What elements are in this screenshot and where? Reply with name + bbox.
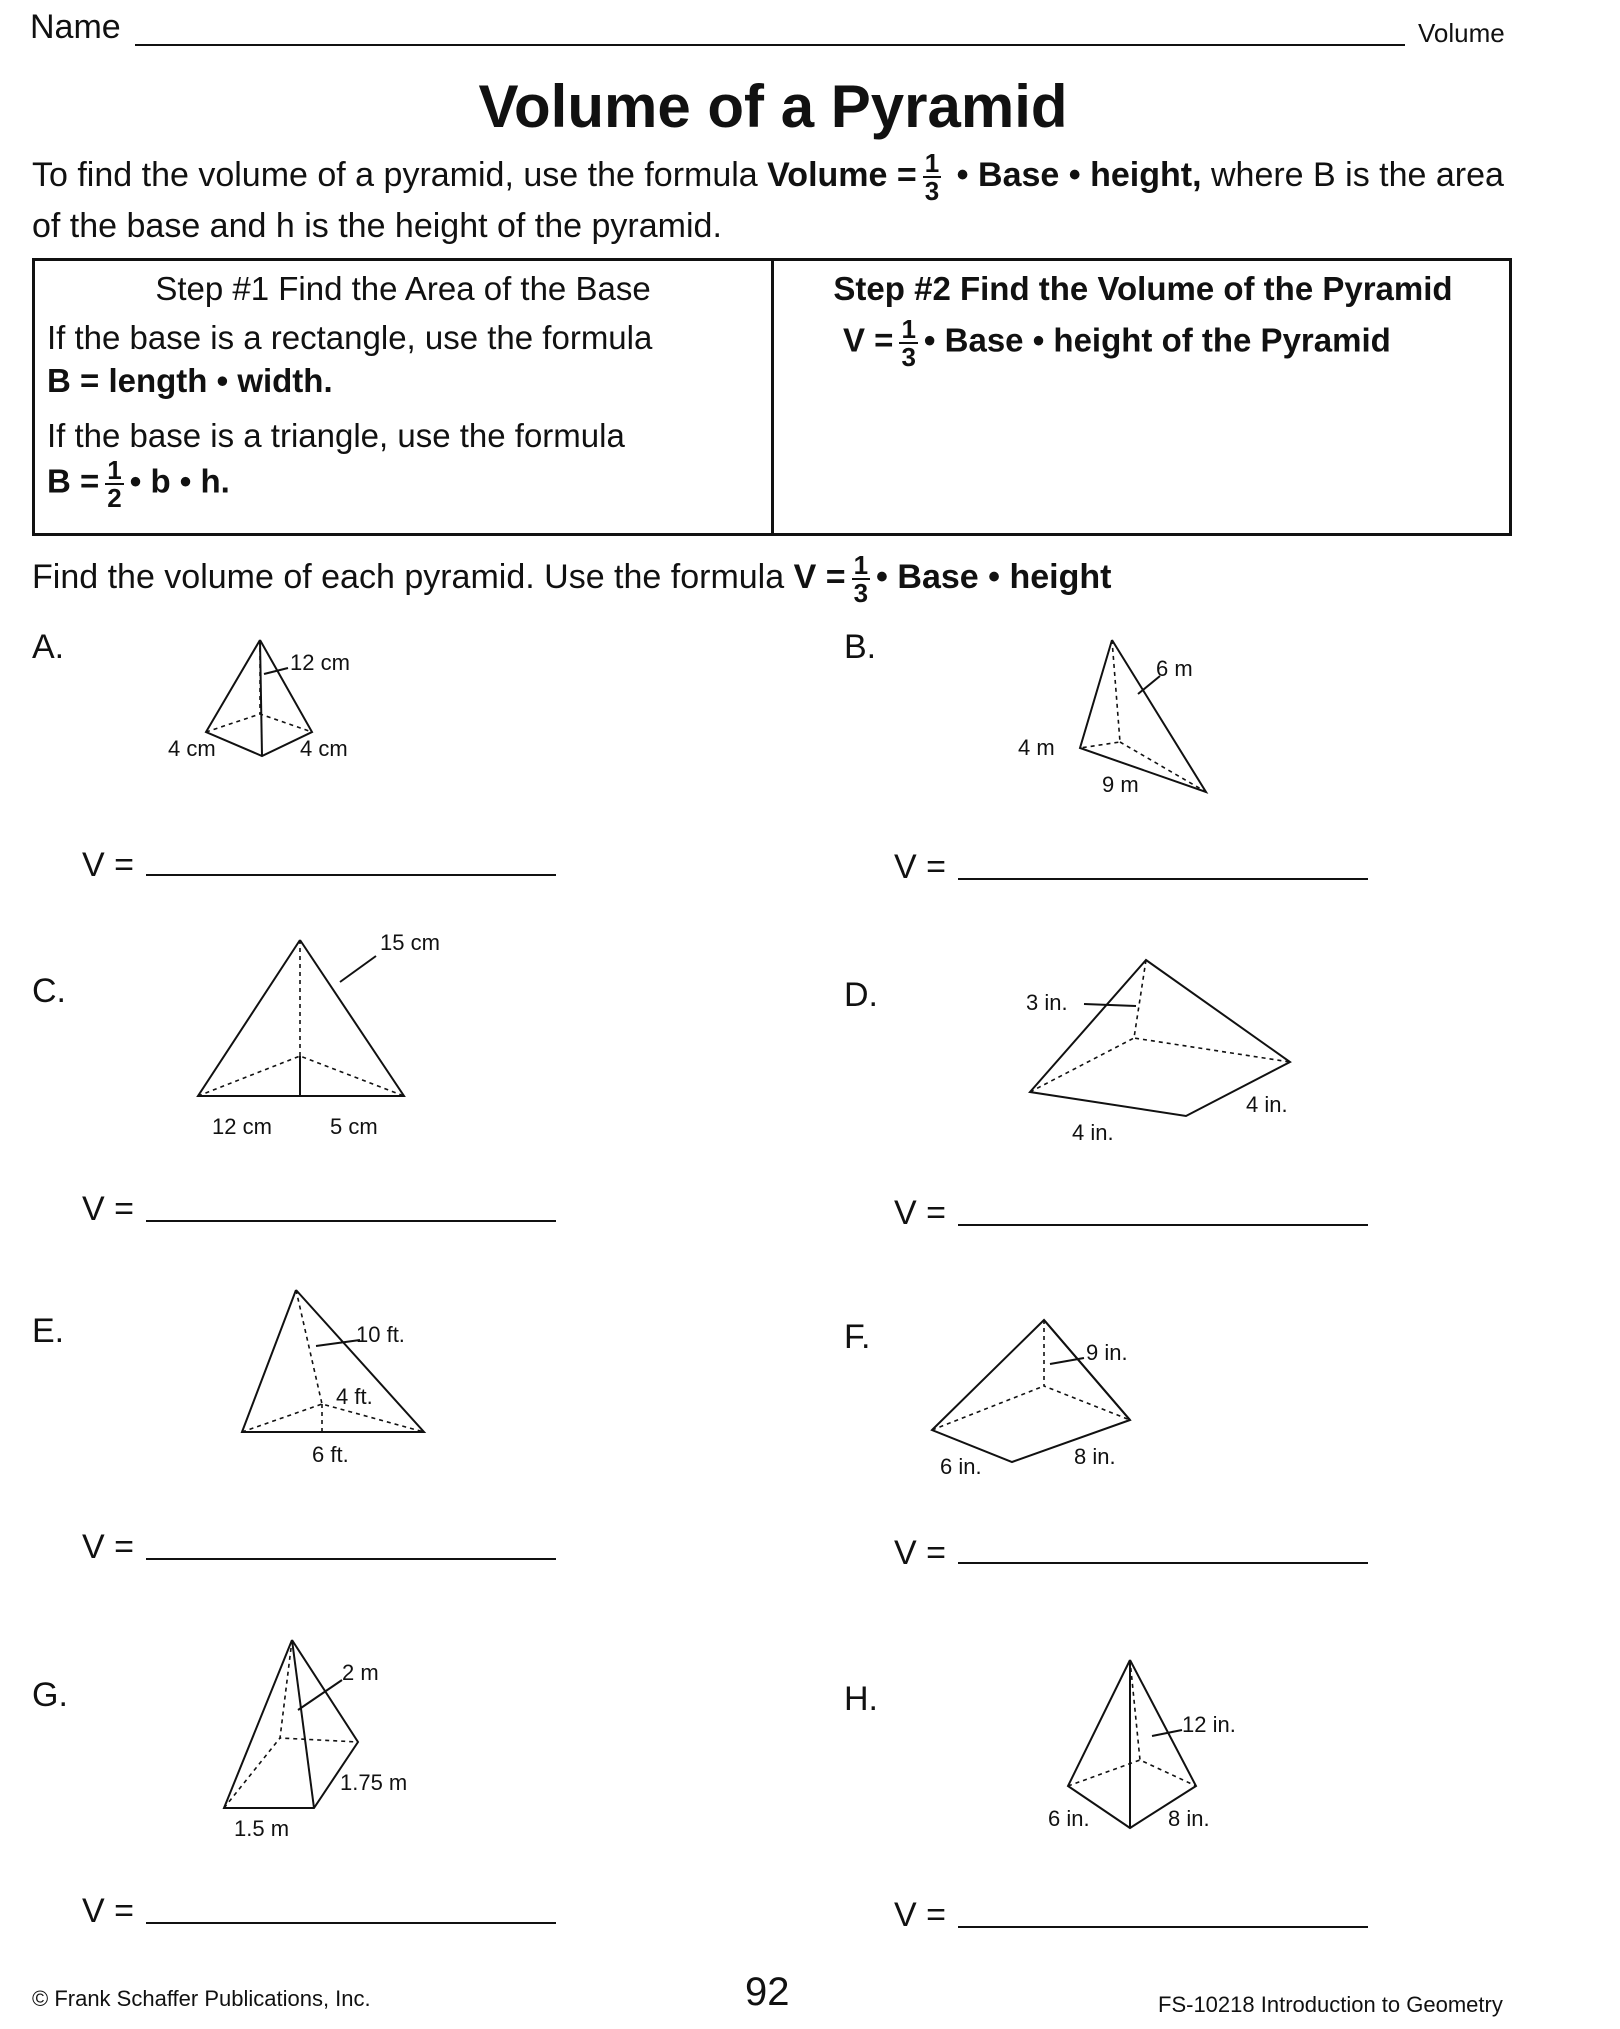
tri-text: If the base is a triangle, use the formula — [47, 417, 625, 454]
topic-label: Volume — [1418, 18, 1505, 48]
instructions-frac-num: 1 — [853, 550, 869, 580]
page-number: 92 — [745, 1970, 790, 2014]
pyramid-c-figure — [180, 920, 500, 1150]
pyramid-e-base: 6 ft. — [312, 1442, 349, 1467]
pyramid-g-hidden-base — [224, 1738, 280, 1808]
rect-rule — [47, 316, 759, 402]
answer-g-label: V = — [82, 1892, 134, 1930]
name-field-line[interactable] — [135, 44, 1405, 46]
answer-h-line[interactable] — [958, 1926, 1368, 1928]
instructions — [32, 552, 1111, 606]
pyramid-a-figure — [160, 630, 400, 770]
pyramid-e-height: 10 ft. — [356, 1322, 405, 1347]
step2-lead: V = — [843, 321, 894, 359]
pyramid-a-height: 12 cm — [290, 650, 350, 675]
pyramid-g-hidden-edges — [280, 1640, 358, 1742]
pyramid-e-height-line — [296, 1290, 322, 1404]
answer-g-line[interactable] — [146, 1922, 556, 1924]
pyramid-h-side2: 8 in. — [1168, 1806, 1210, 1831]
answer-d-line[interactable] — [958, 1224, 1368, 1226]
pyramid-b-hidden-height — [1080, 640, 1120, 748]
intro-fraction — [923, 150, 941, 204]
page-title: Volume of a Pyramid — [478, 73, 1068, 140]
intro-text-2: where B is the area of the base and h is the height of the pyramid. — [32, 155, 1504, 245]
pyramid-f-edge — [1044, 1320, 1130, 1420]
step1-title: Step #1 Find the Area of the Base — [155, 270, 651, 307]
problem-d-label: D. — [844, 976, 878, 1014]
rect-text: If the base is a rectangle, use the formula — [47, 319, 653, 356]
step2-formula — [843, 316, 1499, 370]
pyramid-d-arrow — [1084, 1004, 1136, 1006]
pyramid-g-side1: 1.75 m — [340, 1770, 408, 1795]
pyramid-f-height: 9 in. — [1086, 1340, 1128, 1365]
pyramid-a-hidden-base — [206, 714, 312, 732]
pyramid-f-figure — [920, 1310, 1240, 1490]
pyramid-e-arrow — [316, 1340, 360, 1346]
pyramid-g-figure — [210, 1630, 450, 1850]
pyramid-e-tri-height: 4 ft. — [336, 1384, 373, 1409]
steps-divider — [771, 261, 774, 533]
instructions-frac-den: 3 — [853, 578, 869, 608]
step2-frac-den: 3 — [901, 342, 916, 372]
answer-b-label: V = — [894, 848, 946, 886]
answer-d-label: V = — [894, 1194, 946, 1232]
pyramid-f-side2: 8 in. — [1074, 1444, 1116, 1469]
problem-a-label: A. — [32, 628, 65, 666]
answer-f-line[interactable] — [958, 1562, 1368, 1564]
pyramid-d-figure — [1010, 950, 1340, 1160]
intro-formula-tail: • Base • height, — [947, 155, 1202, 194]
answer-a-label: V = — [82, 846, 134, 884]
pyramid-d-side2: 4 in. — [1072, 1120, 1114, 1145]
pyramid-b-side2: 9 m — [1102, 772, 1139, 797]
tri-fraction — [105, 457, 123, 511]
pyramid-d-side1: 4 in. — [1246, 1092, 1288, 1117]
pyramid-a-side2: 4 cm — [300, 736, 348, 761]
step2-fraction — [899, 316, 917, 370]
step2-panel — [787, 267, 1499, 370]
pyramid-h-figure — [1010, 1650, 1310, 1850]
pyramid-d-hidden-base — [1030, 1038, 1134, 1092]
tri-tail: • b • h. — [129, 462, 230, 500]
tri-rule — [47, 414, 759, 511]
answer-h-label: V = — [894, 1896, 946, 1934]
step2-tail: • Base • height of the Pyramid — [923, 321, 1391, 359]
pyramid-c-height: 15 cm — [380, 930, 440, 955]
instructions-text: Find the volume of each pyramid. Use the formula — [32, 557, 794, 596]
pyramid-g-edge — [292, 1640, 314, 1808]
steps-box — [32, 258, 1512, 536]
answer-a-line[interactable] — [146, 874, 556, 876]
pyramid-f-side1: 6 in. — [940, 1454, 982, 1479]
pyramid-g-side2: 1.5 m — [234, 1816, 290, 1841]
pyramid-h-height: 12 in. — [1182, 1712, 1236, 1737]
problem-g-label: G. — [32, 1676, 68, 1714]
pyramid-d-height: 3 in. — [1026, 990, 1068, 1015]
pyramid-e-hidden-base — [242, 1404, 424, 1432]
tri-lead: B = — [47, 462, 100, 500]
name-label: Name — [30, 8, 121, 46]
problem-e-label: E. — [32, 1312, 65, 1350]
answer-f-label: V = — [894, 1534, 946, 1572]
pyramid-b-height: 6 m — [1156, 656, 1193, 681]
rect-formula: B = length • width. — [47, 362, 333, 399]
intro-paragraph — [32, 150, 1532, 248]
pyramid-e-figure — [220, 1280, 500, 1470]
footer-book: FS-10218 Introduction to Geometry — [1158, 1992, 1503, 2017]
intro-text-1: To find the volume of a pyramid, use the formula — [32, 155, 768, 194]
pyramid-c-base: 12 cm — [212, 1114, 272, 1139]
pyramid-c-arrow — [340, 956, 376, 982]
instructions-tail: • Base • height — [876, 557, 1112, 596]
step1-panel — [47, 267, 759, 523]
intro-frac-den: 3 — [924, 176, 940, 206]
pyramid-a-side1: 4 cm — [168, 736, 216, 761]
problem-c-label: C. — [32, 972, 66, 1010]
answer-e-label: V = — [82, 1528, 134, 1566]
pyramid-f-hidden-base — [932, 1386, 1044, 1430]
pyramid-c-tri-height: 5 cm — [330, 1114, 378, 1139]
footer-publisher: © Frank Schaffer Publications, Inc. — [32, 1986, 371, 2011]
problem-h-label: H. — [844, 1680, 878, 1718]
pyramid-h-side1: 6 in. — [1048, 1806, 1090, 1831]
instructions-lead: V = — [793, 557, 846, 596]
intro-formula-lead: Volume = — [767, 155, 917, 194]
pyramid-g-height: 2 m — [342, 1660, 379, 1685]
step2-frac-num: 1 — [901, 314, 916, 344]
intro-frac-num: 1 — [924, 148, 940, 178]
pyramid-d-hidden-edges — [1134, 960, 1290, 1062]
answer-b-line[interactable] — [958, 878, 1368, 880]
answer-c-line[interactable] — [146, 1220, 556, 1222]
problem-f-label: F. — [844, 1318, 871, 1356]
tri-frac-num: 1 — [107, 455, 122, 485]
instructions-fraction — [852, 552, 870, 606]
tri-frac-den: 2 — [107, 483, 122, 513]
pyramid-e-outline — [242, 1290, 424, 1432]
problem-b-label: B. — [844, 628, 877, 666]
pyramid-b-figure — [1010, 630, 1270, 800]
answer-e-line[interactable] — [146, 1558, 556, 1560]
step2-title: Step #2 Find the Volume of the Pyramid — [833, 270, 1453, 307]
answer-c-label: V = — [82, 1190, 134, 1228]
pyramid-b-side1: 4 m — [1018, 735, 1055, 760]
